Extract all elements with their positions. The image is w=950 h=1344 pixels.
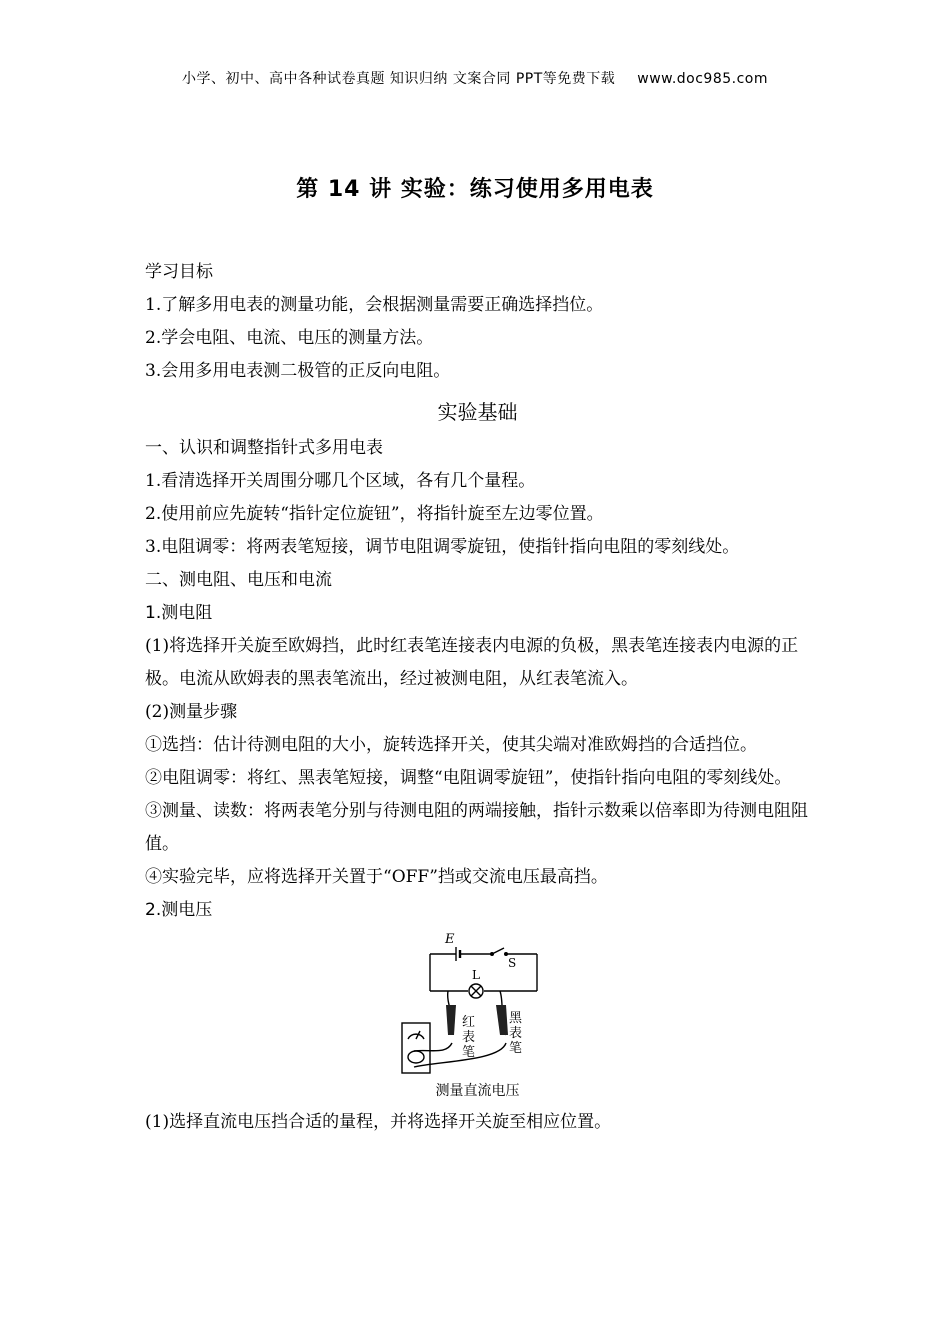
- black-probe-icon: [496, 1005, 508, 1035]
- resistance-heading: 1.测电阻: [145, 603, 213, 623]
- red-probe-label: 红表笔: [462, 1015, 476, 1060]
- goal-item-3: 3.会用多用电表测二极管的正反向电阻。: [145, 361, 451, 381]
- label-e: E: [445, 932, 455, 947]
- resistance-step-1: ①选挡：估计待测电阻的大小，旋转选择开关，使其尖端对准欧姆挡的合适挡位。: [145, 735, 757, 755]
- page-header: [0, 68, 950, 88]
- resistance-step-2: ②电阻调零：将红、黑表笔短接，调整“电阻调零旋钮”，使指针指向电阻的零刻线处。: [145, 768, 792, 788]
- resistance-step-3: ③测量、读数：将两表笔分别与待测电阻的两端接触，指针示数乘以倍率即为待测电阻阻值。: [145, 801, 808, 854]
- resistance-step-4: ④实验完毕，应将选择开关置于“OFF”挡或交流电压最高挡。: [145, 867, 608, 887]
- black-lead-to-meter: [414, 1043, 506, 1067]
- figure-caption: 测量直流电压: [435, 1083, 520, 1099]
- goal-item-2: 2.学会电阻、电流、电压的测量方法。: [145, 328, 434, 348]
- part1-item-1: 1.看清选择开关周围分哪几个区域，各有几个量程。: [145, 471, 536, 491]
- goal-item-1: 1.了解多用电表的测量功能，会根据测量需要正确选择挡位。: [145, 295, 604, 315]
- voltage-paragraph-1: (1)选择直流电压挡合适的量程，并将选择开关旋至相应位置。: [145, 1112, 612, 1132]
- voltage-heading: 2.测电压: [145, 900, 213, 920]
- red-lead-to-meter: [414, 1043, 452, 1051]
- label-s: S: [508, 956, 517, 970]
- part2-heading: 二、测电阻、电压和电流: [145, 570, 332, 590]
- part1-item-3: 3.电阻调零：将两表笔短接，调节电阻调零旋钮，使指针指向电阻的零刻线处。: [145, 537, 740, 557]
- black-probe-label: 黑表笔: [509, 1011, 523, 1056]
- page-title: 第 14 讲 实验：练习使用多用电表: [296, 177, 654, 202]
- label-l: L: [472, 968, 480, 982]
- circuit-diagram: [400, 931, 560, 1081]
- voltage-circuit-figure: [145, 931, 810, 1106]
- selector-knob: [408, 1051, 424, 1063]
- red-probe-icon: [446, 1005, 456, 1035]
- header-text: 小学、初中、高中各种试卷真题 知识归纳 文案合同 PPT等免费下载: [181, 71, 616, 87]
- goals-heading: 学习目标: [145, 262, 213, 282]
- part1-heading: 一、认识和调整指针式多用电表: [145, 438, 383, 458]
- resistance-paragraph-2: (2)测量步骤: [145, 702, 238, 722]
- section-title: 实验基础: [437, 400, 518, 424]
- header-url[interactable]: www.doc985.com: [637, 71, 769, 87]
- resistance-paragraph-1: (1)将选择开关旋至欧姆挡，此时红表笔连接表内电源的负极，黑表笔连接表内电源的正极。电流从欧姆表的黑表笔流出，经过被测电阻，从红表笔流入。: [145, 636, 799, 689]
- part1-item-2: 2.使用前应先旋转“指针定位旋钮”，将指针旋至左边零位置。: [145, 504, 604, 524]
- document-body: [145, 256, 810, 1139]
- switch-blade: [492, 948, 504, 954]
